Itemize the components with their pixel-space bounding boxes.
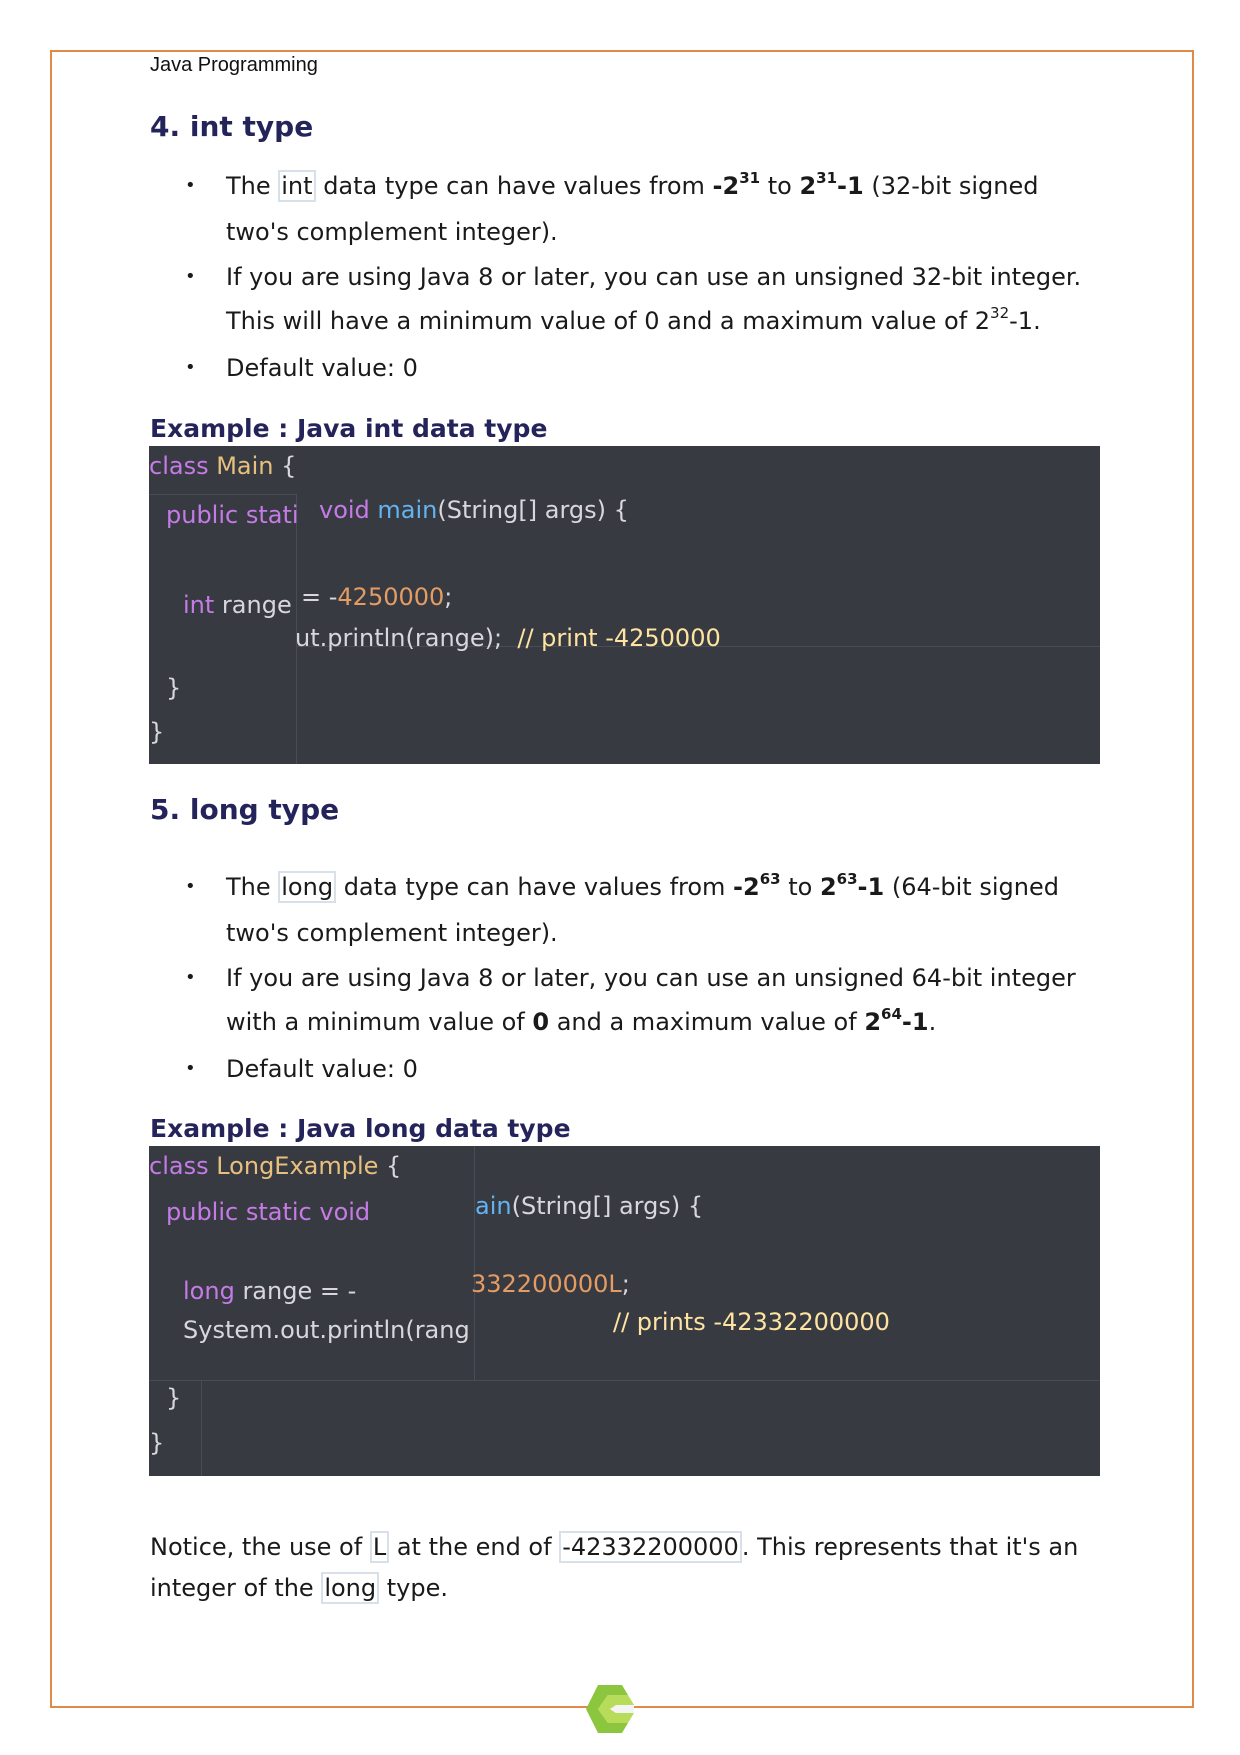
- list-item: • If you are using Java 8 or later, you can use an unsigned 64-bit integer with a minimum value of 0 and a maximum value of $2^{64}-1$.: [150, 956, 1110, 1044]
- int-bullet-list: [150, 163, 1110, 393]
- code-line: public stati: [166, 501, 299, 529]
- code-line: class LongExample {: [149, 1152, 402, 1180]
- bullet-dot: •: [185, 175, 196, 196]
- code-line: long range = -: [183, 1277, 357, 1305]
- code-line: }: [149, 718, 165, 746]
- inline-code-L: L: [370, 1531, 389, 1563]
- long-bullet-list: [150, 864, 1110, 1094]
- inline-code-value: -42332200000: [559, 1531, 742, 1563]
- int-code-block: [149, 446, 1100, 764]
- long-example-title: Example : Java long data type: [150, 1114, 571, 1143]
- code-line: 332200000L;: [471, 1270, 630, 1298]
- code-line: }: [149, 1429, 165, 1457]
- code-line: ain(String[] args) {: [475, 1192, 704, 1220]
- int-example-title: Example : Java int data type: [150, 414, 548, 443]
- bullet-dot: •: [185, 876, 196, 897]
- long-section-title: 5. long type: [150, 793, 340, 826]
- code-line: int range: [183, 591, 300, 619]
- code-line: ut.println(range); // print -4250000: [295, 624, 721, 652]
- int-section-title: 4. int type: [150, 110, 314, 143]
- list-item: • The long data type can have values from $-2^{63}$ to $2^{63}-1$ (64-bit signed two's complement integer).: [150, 864, 1110, 956]
- bullet-dot: •: [185, 967, 196, 988]
- inline-code-long: long: [321, 1572, 379, 1604]
- list-item: • Default value: 0: [150, 343, 1110, 393]
- bullet-dot: •: [185, 266, 196, 287]
- inline-code-int: int: [278, 170, 315, 202]
- notice-paragraph: Notice, the use of L at the end of -42332200000 . This represents that it's an integer of the long type.: [150, 1533, 1079, 1602]
- long-code-block: [149, 1146, 1100, 1476]
- code-line: System.out.println(rang: [183, 1316, 470, 1344]
- bullet-dot: •: [185, 357, 196, 378]
- list-item: • The int data type can have values from $-2^{31}$ to $2^{31}-1$ (32-bit signed two's complement integer).: [150, 163, 1110, 255]
- bullet-dot: •: [185, 1058, 196, 1079]
- code-line: }: [166, 1384, 182, 1412]
- code-line: }: [166, 674, 182, 702]
- list-item: • Default value: 0: [150, 1044, 1110, 1094]
- code-line: class Main {: [149, 452, 297, 480]
- inline-code-long: long: [278, 871, 336, 903]
- running-header: Java Programming: [150, 54, 318, 76]
- code-line: = -4250000;: [301, 583, 453, 611]
- code-line: public static void: [166, 1198, 371, 1226]
- list-item: • If you are using Java 8 or later, you can use an unsigned 32-bit integer. This will have a minimum value of 0 and a maximum value of $2^{32}-1$.: [150, 255, 1110, 343]
- c-logo-icon: [584, 1683, 636, 1735]
- code-line: void main(String[] args) {: [319, 496, 629, 524]
- code-line: // prints -42332200000: [613, 1308, 890, 1336]
